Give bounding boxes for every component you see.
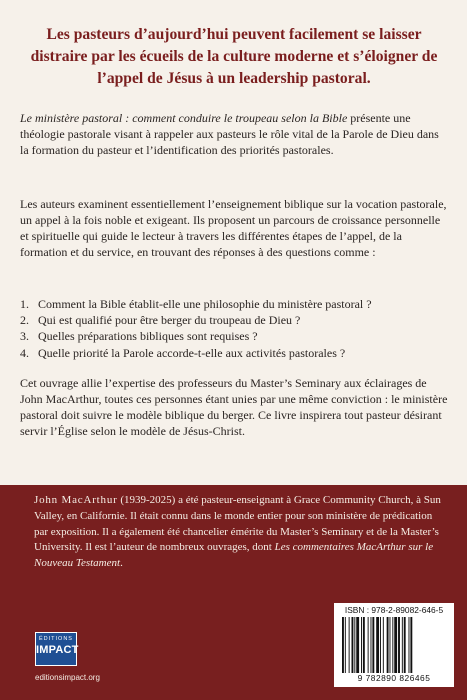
intro-paragraph — [20, 110, 450, 158]
logo-main-text: IMPACT — [36, 644, 79, 656]
list-number: 3. — [20, 329, 29, 344]
barcode-box — [334, 603, 454, 687]
intro-text: présente une théologie pastorale visant à rappeler aux pasteurs le rôle vital de la Parole de Dieu dans la formation du pasteur et l’identification des priorités pastorales. — [20, 111, 439, 157]
question-text: Qui est qualifié pour être berger du troupeau de Dieu ? — [38, 313, 301, 328]
list-number: 1. — [20, 297, 29, 311]
isbn-label: ISBN : 978-2-89082-646-5 — [344, 605, 444, 615]
list-number: 2. — [20, 313, 29, 328]
publisher-logo — [35, 632, 77, 666]
barcode-digits: 9 782890 826465 — [357, 673, 431, 683]
list-item — [20, 296, 450, 312]
barcode-icon — [340, 617, 448, 673]
publisher-url[interactable]: editionsimpact.org — [35, 673, 100, 682]
list-number: 4. — [20, 345, 29, 360]
list-item — [20, 312, 450, 328]
closing-paragraph: Cet ouvrage allie l’expertise des professeurs du Master’s Seminary aux éclairages de John MacArthur, toutes ces personnes étant unies par une même conviction : le ministère pastoral doit suivre le modèle biblique du berger. Ce livre inspirera tout pasteur désirant servir l’Église selon le modèle de Jésus-Christ. — [20, 376, 448, 438]
bio-end: . — [120, 557, 123, 570]
list-item — [20, 345, 450, 361]
headline: Les pasteurs d’aujourd’hui peuvent facilement se laisser distraire par les écueils de la culture moderne et s’éloigner de l’appel de Jésus à un leadership pastoral. — [30, 26, 438, 87]
list-item — [20, 328, 450, 344]
author-bio — [34, 493, 444, 572]
authors-paragraph: Les auteurs examinent essentiellement l’enseignement biblique sur la vocation pastorale, un appel à la fois noble et exigeant. Ils proposent un parcours de croissance personnelle et spirituelle qui guide le lecteur à travers les différentes étapes de l’appel, de la formation et du service, en trouvant des réponses à des questions comme : — [20, 197, 447, 259]
question-text: Quelles préparations bibliques sont requises ? — [38, 329, 258, 344]
author-name: John MacArthur — [34, 494, 118, 506]
book-title: Le ministère pastoral : comment conduire le troupeau selon la Bible — [20, 111, 348, 125]
logo-top-text: ÉDITIONS — [39, 636, 73, 642]
bio-text: (1939-2025) a été pasteur-enseignant à Grace Community Church, à Sun Valley, en Californie. Il était connu dans le monde entier pour son ministère de prédication par exposition. Il a également été chancelier émérite du Master’s Seminary et de la Master’s University. Il est l’auteur de nombreux ouvrages, dont — [34, 494, 441, 554]
questions-list — [20, 296, 450, 361]
author-panel — [0, 485, 467, 700]
question-text: Quelle priorité la Parole accorde-t-elle aux activités pastorales ? — [38, 345, 346, 360]
question-text: Comment la Bible établit-elle une philosophie du ministère pastoral ? — [38, 297, 372, 311]
series-title: Les commentaires MacArthur sur le Nouveau Testament — [34, 541, 434, 570]
